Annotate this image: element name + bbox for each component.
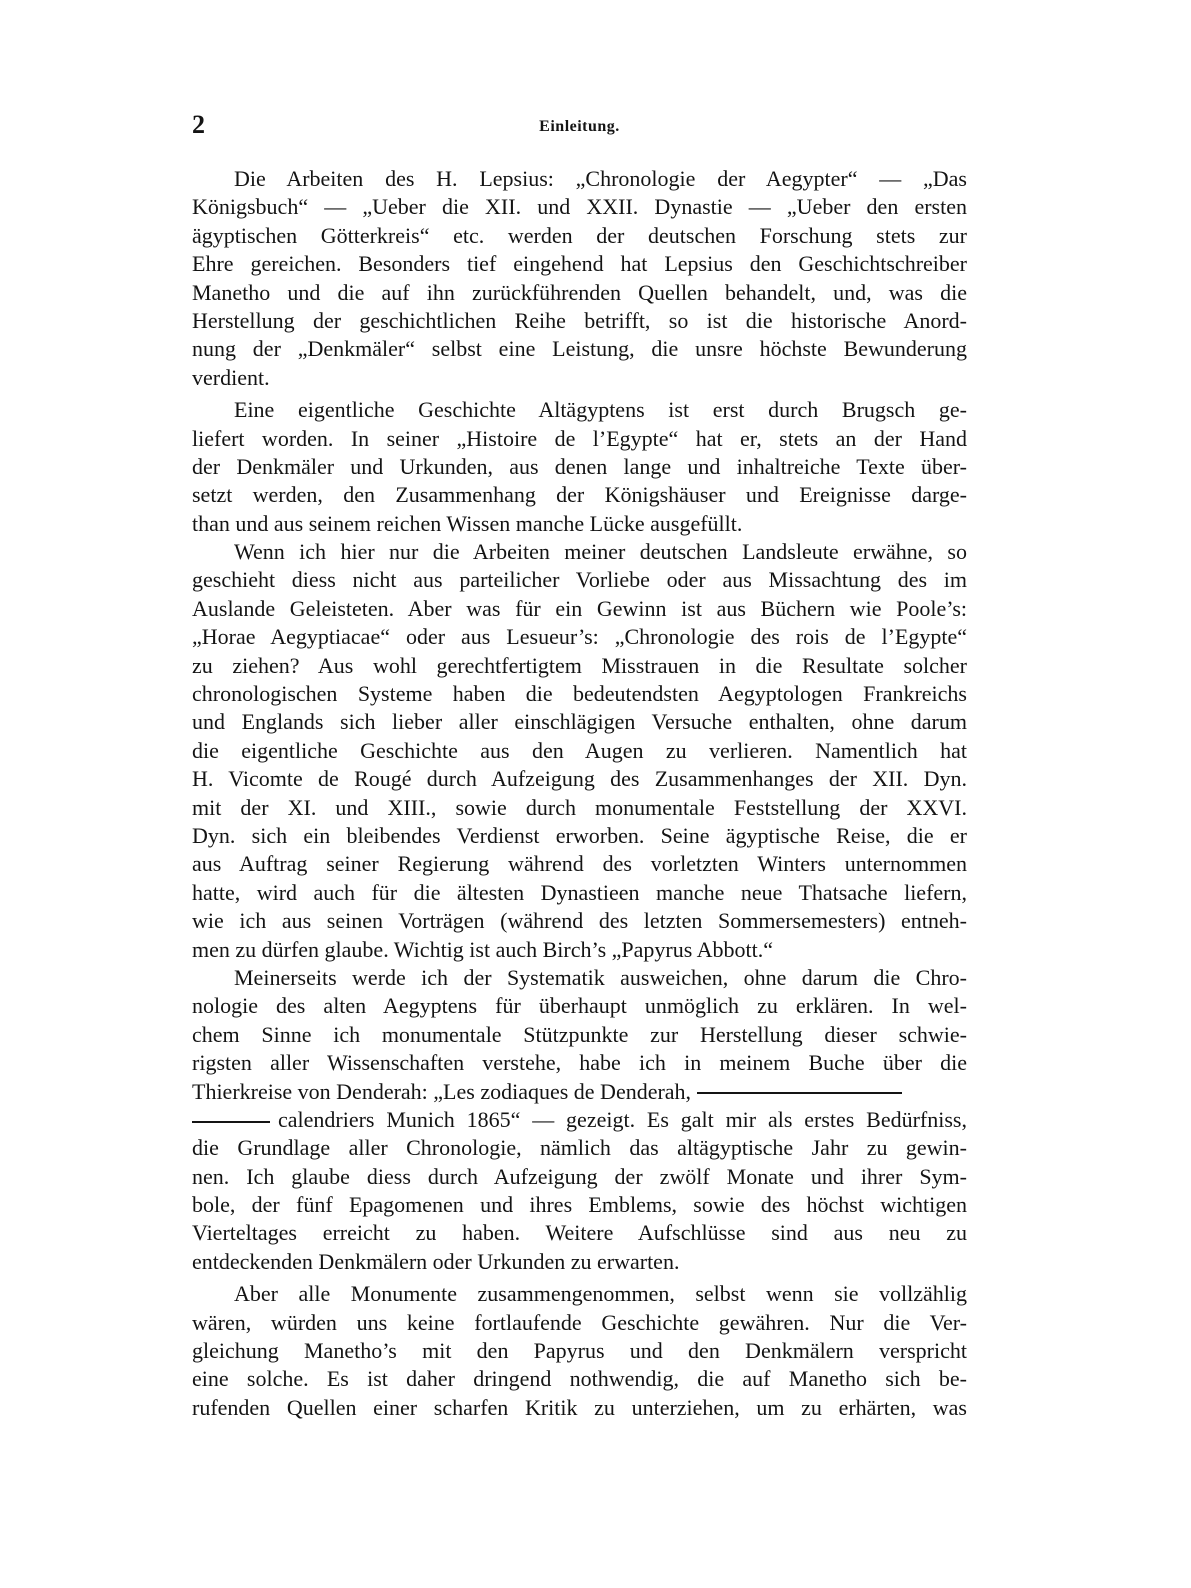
text-line: gleichung Manetho’s mit den Papyrus und den Denkmälern verspricht [192,1338,967,1364]
text-line: mit der XI. und XIII., sowie durch monumentale Feststellung der XXVI. [192,794,967,820]
text-line: Wenn ich hier nur die Arbeiten meiner deutschen Landsleute erwähne, so [234,539,967,565]
text-line: chem Sinne ich monumentale Stützpunkte zur Herstellung dieser schwie- [192,1021,967,1047]
text-line: ägyptischen Götterkreis“ etc. werden der deutschen Forschung stets zur [192,222,967,248]
text-line: men zu dürfen glaube. Wichtig ist auch Birch’s „Papyrus Abbott.“ [192,936,773,962]
text-line: Aber alle Monumente zusammengenommen, selbst wenn sie vollzählig [234,1281,967,1307]
text-line: zu ziehen? Aus wohl gerechtfertigtem Misstrauen in die Resultate solcher [192,652,967,678]
text-line: Meinerseits werde ich der Systematik ausweichen, ohne darum die Chro- [234,964,967,990]
text-line: aus Auftrag seiner Regierung während des vorletzten Winters unternommen [192,851,967,877]
text-line: nung der „Denkmäler“ selbst eine Leistung, die unsre höchste Bewunderung [192,336,967,362]
text-line: than und aus seinem reichen Wissen manche Lücke ausgefüllt. [192,510,743,536]
text-line: wie ich aus seinen Vorträgen (während des letzten Sommersemesters) entneh- [192,908,967,934]
text-line: und Englands sich lieber aller einschlägigen Versuche enthalten, ohne darum [192,709,967,735]
text-line: setzt werden, den Zusammenhang der Königshäuser und Ereignisse darge- [192,482,967,508]
text-line: Die Arbeiten des H. Lepsius: „Chronologie der Aegypter“ — „Das [234,166,967,191]
text-line: hatte, wird auch für die ältesten Dynastieen manche neue Thatsache liefern, [192,879,967,905]
text-line: eine solche. Es ist daher dringend nothwendig, die auf Manetho sich be- [192,1366,967,1392]
body-text [192,165,967,1422]
text-line-with-rule [192,1106,967,1134]
text-line: die eigentliche Geschichte aus den Augen zu verlieren. Namentlich hat [192,737,967,763]
text-line: calendriers Munich 1865“ — gezeigt. Es galt mir als erstes Bedürfniss, [278,1106,967,1132]
running-title: Einleitung. [539,118,620,135]
text-line: Herstellung der geschichtlichen Reihe betrifft, so ist die historische Anord- [192,307,967,333]
text-line: verdient. [192,364,270,390]
text-line: der Denkmäler und Urkunden, aus denen lange und inhaltreiche Texte über- [192,453,967,479]
text-line: chronologischen Systeme haben die bedeutendsten Aegyptologen Frankreichs [192,681,967,707]
text-line: rufenden Quellen einer scharfen Kritik zu unterziehen, um zu erhärten, was [192,1394,967,1420]
page-header [192,110,967,150]
text-line: die Grundlage aller Chronologie, nämlich das altägyptische Jahr zu gewin- [192,1135,967,1161]
text-line: liefert worden. In seiner „Histoire de l’Egypte“ hat er, stets an der Hand [192,425,967,451]
text-line: entdeckenden Denkmälern oder Urkunden zu erwarten. [192,1248,680,1274]
text-line: „Horae Aegyptiacae“ oder aus Lesueur’s: „Chronologie des rois de l’Egypte“ [192,624,967,650]
text-line: Vierteltages erreicht zu haben. Weitere Aufschlüsse sind aus neu zu [192,1220,967,1246]
text-line: Ehre gereichen. Besonders tief eingehend hat Lepsius den Geschichtschreiber [192,251,967,277]
text-line: Auslande Geleisteten. Aber was für ein Gewinn ist aus Büchern wie Poole’s: [192,595,967,621]
page-number: 2 [192,110,205,139]
horizontal-rule [192,1121,270,1123]
horizontal-rule [697,1092,902,1094]
text-line: Königsbuch“ — „Ueber die XII. und XXII. Dynastie — „Ueber den ersten [192,194,967,220]
text-line: nen. Ich glaube diess durch Aufzeigung der zwölf Monate und ihrer Sym- [192,1163,967,1189]
text-line: H. Vicomte de Rougé durch Aufzeigung des Zusammenhanges der XII. Dyn. [192,766,967,792]
text-line: nologie des alten Aegyptens für überhaupt unmöglich zu erklären. In wel- [192,993,967,1019]
text-line: wären, würden uns keine fortlaufende Geschichte gewähren. Nur die Ver- [192,1309,967,1335]
text-line: Manetho und die auf ihn zurückführenden Quellen behandelt, und, was die [192,279,967,305]
text-line: Dyn. sich ein bleibendes Verdienst erworben. Seine ägyptische Reise, die er [192,822,967,848]
text-line: rigsten aller Wissenschaften verstehe, habe ich in meinem Buche über die [192,1050,967,1076]
text-line: Thierkreise von Denderah: „Les zodiaques de Denderah, [192,1078,692,1104]
text-line: geschieht diess nicht aus parteilicher Vorliebe oder aus Missachtung des im [192,567,967,593]
text-line-with-rule [192,1078,967,1106]
text-line: bole, der fünf Epagomenen und ihres Emblems, sowie des höchst wichtigen [192,1192,967,1218]
text-line: Eine eigentliche Geschichte Altägyptens ist erst durch Brugsch ge- [234,397,967,423]
